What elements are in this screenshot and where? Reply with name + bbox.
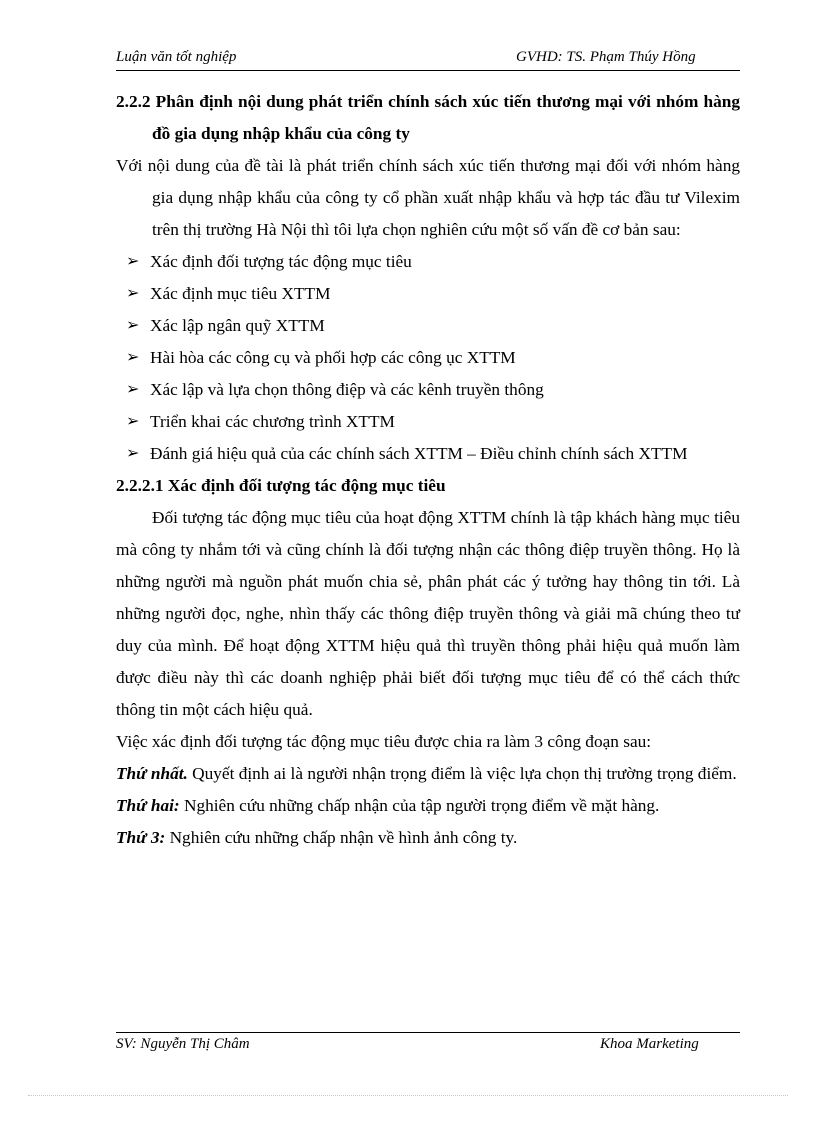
footer-faculty: Khoa Marketing: [600, 1036, 699, 1052]
page-footer: [116, 1032, 740, 1057]
step-3: [116, 822, 740, 854]
section-title: 2.2.2 Phân định nội dung phát triển chính sách xúc tiến thương mại với nhóm hàng đồ gia dụng nhập khẩu của công ty: [116, 92, 740, 143]
list-item-text: Xác định đối tượng tác động mục tiêu: [150, 252, 412, 271]
page-content: [116, 86, 740, 854]
arrow-bullet-icon: ➢: [126, 317, 140, 334]
list-item: [116, 246, 740, 278]
step-1: [116, 758, 740, 790]
arrow-bullet-icon: ➢: [126, 253, 140, 270]
list-item: [116, 406, 740, 438]
step-2: [116, 790, 740, 822]
list-item-text: Triển khai các chương trình XTTM: [150, 412, 395, 431]
steps-lead: Việc xác định đối tượng tác động mục tiêu được chia ra làm 3 công đoạn sau:: [116, 732, 652, 751]
list-item-text: Xác lập và lựa chọn thông điệp và các kênh truyền thông: [150, 380, 544, 399]
list-item-text: Đánh giá hiệu quả của các chính sách XTTM – Điều chỉnh chính sách XTTM: [150, 444, 688, 463]
step-label: Thứ hai:: [116, 796, 180, 815]
section-intro: Với nội dung của đề tài là phát triển chính sách xúc tiến thương mại đối với nhóm hàng gia dụng nhập khẩu của công ty cổ phần xuất nhập khẩu và hợp tác đầu tư Vilexim trên thị trường Hà Nội thì tôi lựa chọn nghiên cứu một số vấn đề cơ bản sau:: [116, 156, 740, 239]
list-item: [116, 310, 740, 342]
list-item: [116, 342, 740, 374]
subsection-paragraph: Đối tượng tác động mục tiêu của hoạt động XTTM chính là tập khách hàng mục tiêu mà công ty nhắm tới và cũng chính là đối tượng nhận các thông điệp truyền thông. Họ là những người mà nguồn phát muốn chia sẻ, phân phát các ý tưởng hay thông tin tới. Là những người đọc, nghe, nhìn thấy các thông điệp truyền thông và giải mã chúng theo tư duy của mình. Để hoạt động XTTM hiệu quả thì truyền thông phải hiệu quả muốn làm được điều này thì các doanh nghiệp phải biết đối tượng mục tiêu để có thể cách thức thông tin một cách hiệu quả.: [116, 508, 740, 719]
step-text: Quyết định ai là người nhận trọng điểm là việc lựa chọn thị trường trọng điểm.: [187, 764, 737, 783]
list-item-text: Hài hòa các công cụ và phối hợp các công ục XTTM: [150, 348, 516, 367]
arrow-bullet-icon: ➢: [126, 349, 140, 366]
page-header: [116, 48, 740, 71]
step-text: Nghiên cứu những chấp nhận của tập người trọng điểm về mặt hàng.: [179, 796, 660, 815]
footer-student: SV: Nguyễn Thị Châm: [116, 1036, 250, 1052]
list-item: [116, 374, 740, 406]
list-item: [116, 438, 740, 470]
arrow-bullet-icon: ➢: [126, 413, 140, 430]
subsection-title: 2.2.2.1 Xác định đối tượng tác động mục tiêu: [116, 476, 446, 495]
topic-list: [116, 246, 740, 470]
arrow-bullet-icon: ➢: [126, 445, 140, 462]
list-item-text: Xác lập ngân quỹ XTTM: [150, 316, 325, 335]
step-text: Nghiên cứu những chấp nhận về hình ảnh công ty.: [165, 828, 518, 847]
step-label: Thứ nhất.: [116, 764, 188, 783]
page-edge-divider: [28, 1095, 788, 1096]
list-item: [116, 278, 740, 310]
list-item-text: Xác định mục tiêu XTTM: [150, 284, 331, 303]
step-label: Thứ 3:: [116, 828, 166, 847]
header-thesis-label: Luận văn tốt nghiệp: [116, 49, 237, 65]
header-advisor: GVHD: TS. Phạm Thúy Hồng: [516, 49, 696, 65]
arrow-bullet-icon: ➢: [126, 285, 140, 302]
arrow-bullet-icon: ➢: [126, 381, 140, 398]
